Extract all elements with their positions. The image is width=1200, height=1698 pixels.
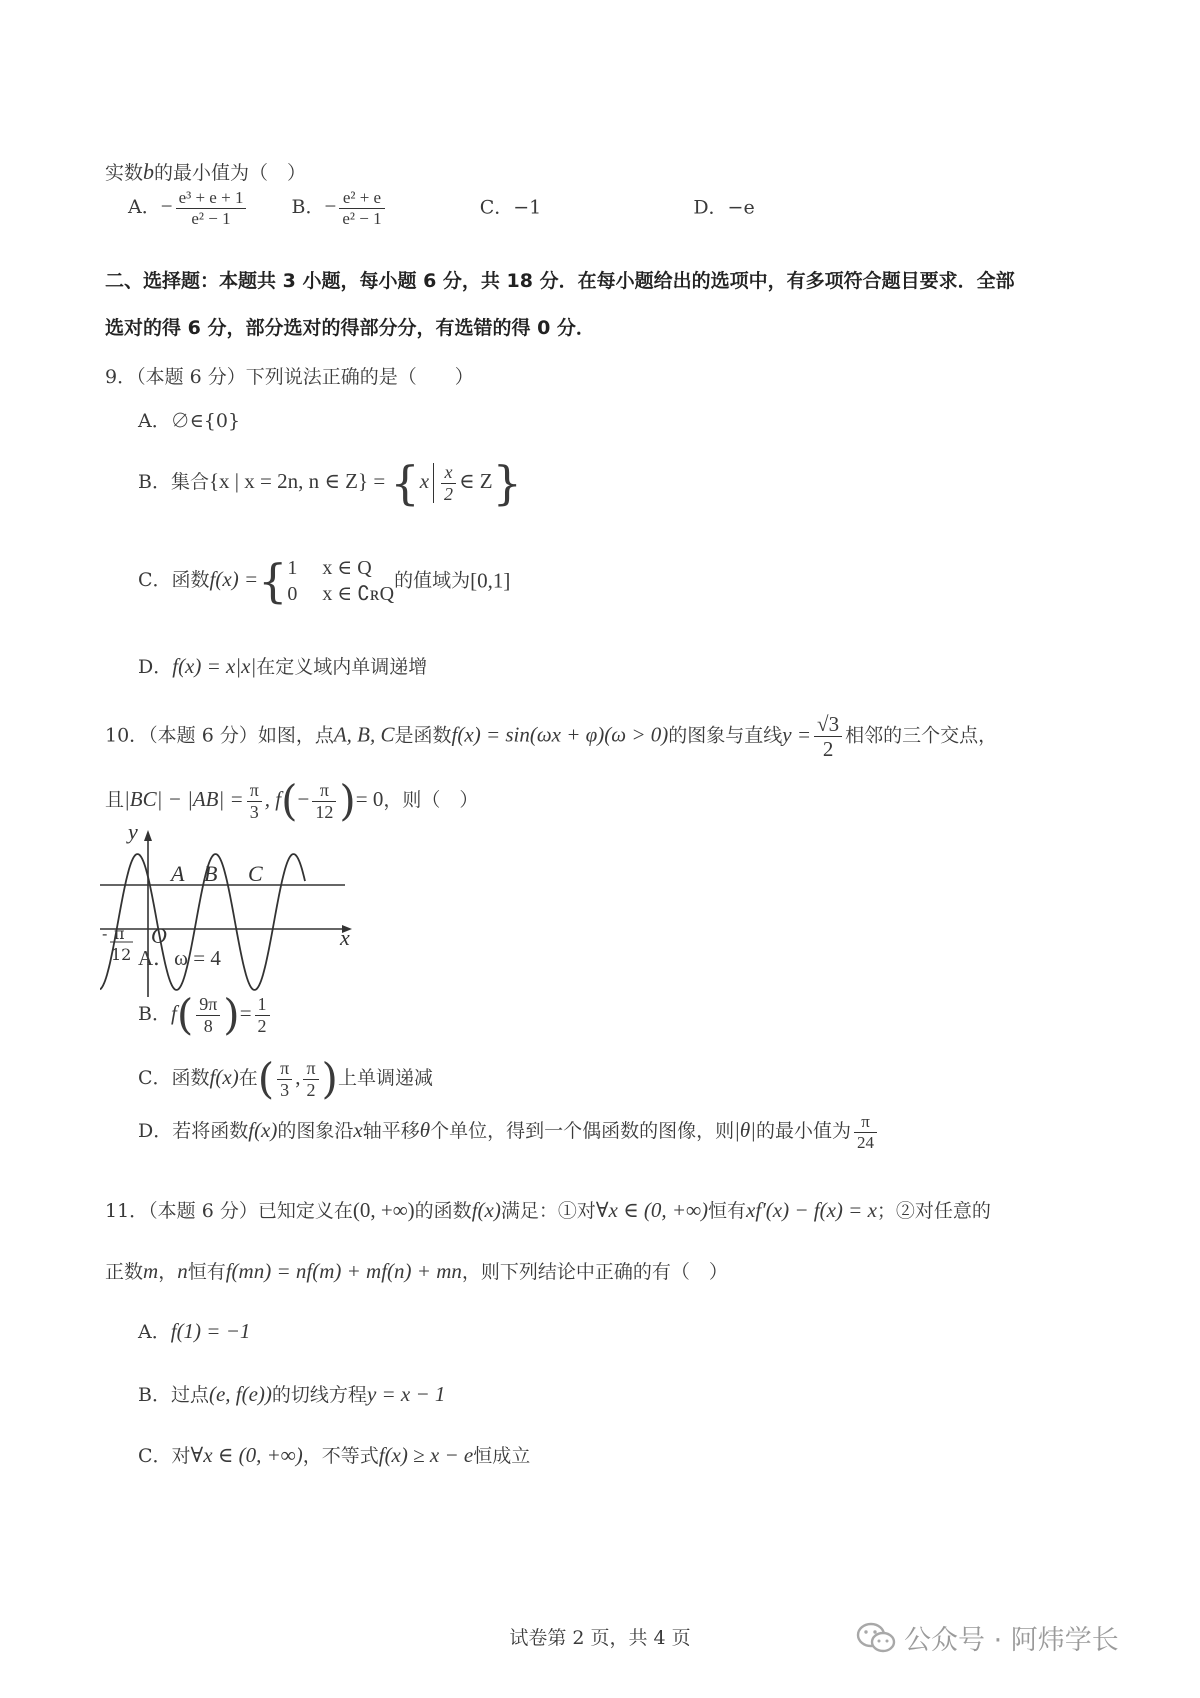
q8-option-b: B．− $\frac{\text{e² + e}}{\text{e² − 1}}$: [292, 196, 394, 218]
q8-option-d: D．−e: [693, 196, 755, 219]
q11-option-b: B．过点(e, f(e))的切线方程y = x − 1: [138, 1382, 446, 1406]
q10-stem-line2: 且|BC| − |AB| = $\frac{\pi}{3}$ , f(− $\frac{\pi}{12}$ )= 0，则（ ）: [105, 776, 479, 826]
q10-option-a: A．ω = 4: [138, 946, 221, 970]
section2-title-line2: 选对的得 6 分，部分选对的得部分分，有选错的得 0 分．: [105, 317, 595, 339]
q9-option-d: D．f(x) = x|x|在定义域内单调递增: [138, 654, 428, 678]
sine-graph: [100, 827, 360, 1002]
x-axis-label: x: [340, 925, 350, 950]
tick-numerator: π: [114, 924, 125, 943]
watermark-text: 公众号 · 阿炜学长: [904, 1625, 1119, 1656]
q11-stem-line1: 11．（本题 6 分）已知定义在(0, +∞)的函数f(x)满足：①对∀x ∈ (0, +∞)恒有xf′(x) − f(x) = x；②对任意的: [105, 1198, 991, 1222]
q10-stem-line1: 10．（本题 6 分）如图，点A, B, C是函数f(x) = sin(ωx + φ)(ω > 0)的图象与直线y = $\frac{√3}{2}$ 相邻的三个交点，: [105, 712, 998, 762]
tick-denominator: 12: [111, 945, 132, 964]
q8-options: [128, 188, 755, 228]
q10-option-b: B．f( $\frac{9\pi}{8}$ )= $\frac{1}{2}$: [138, 994, 273, 1036]
point-c-label: C: [248, 861, 263, 886]
q10-option-c: C．函数f(x)在( $\frac{\pi}{3}$ , $\frac{\pi}{2}$ )上单调递减: [138, 1054, 433, 1104]
point-a-label: A: [171, 861, 185, 886]
watermark: [856, 1618, 1119, 1662]
point-b-label: B: [204, 861, 218, 886]
tick-minus-sign: -: [102, 924, 108, 943]
q11-option-c: C．对∀x ∈ (0, +∞)，不等式f(x) ≥ x − e恒成立: [138, 1443, 531, 1467]
y-axis-label: y: [128, 827, 138, 844]
section2-title-line1: 二、选择题：本题共 3 小题，每小题 6 分，共 18 分．在每小题给出的选项中，有多项符合题目要求．全部: [105, 270, 1015, 292]
page-footer: 试卷第 2 页，共 4 页: [509, 1627, 691, 1649]
q9-option-c: C．函数f(x) ={ 1 x ∈ Q 0 x ∈ ∁ʀQ 的值域为[0,1]: [138, 554, 511, 608]
wechat-icon: [856, 1621, 896, 1662]
q11-option-a: A．f(1) = −1: [138, 1319, 251, 1343]
q11-stem-line2: 正数m，n恒有f(mn) = nf(m) + mf(n) + mn，则下列结论中正确的有（ ）: [105, 1259, 728, 1283]
q8-option-a: A．− $\frac{\text{e³ + e + 1}}{\text{e² − 1}}$: [128, 196, 256, 218]
q9-option-a: A．∅∈{0}: [138, 410, 241, 432]
y-axis-arrow-icon: [144, 830, 152, 841]
q8-option-c: C．−1: [479, 196, 542, 219]
q9-option-b: B．集合{x | x = 2n, n ∈ Z} = {x $\frac{x}{2}$ ∈ Z}: [138, 456, 522, 510]
q10-option-d: D．若将函数f(x)的图象沿x轴平移θ个单位，得到一个偶函数的图像，则|θ|的最小值为 $\frac{\pi}{24}$: [138, 1112, 880, 1152]
origin-label: O: [151, 923, 167, 948]
q9-stem: 9．（本题 6 分）下列说法正确的是（ ）: [105, 366, 474, 388]
q8-stem: 实数b的最小值为（ ）: [105, 159, 307, 184]
